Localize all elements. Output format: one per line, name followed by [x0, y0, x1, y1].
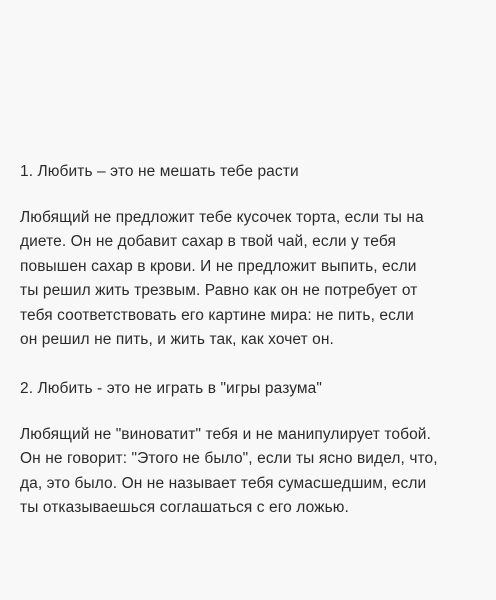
section-heading-2: 2. Любить - это не играть в "игры разума"	[20, 380, 322, 397]
paragraph-line: диете. Он не добавит сахар в твой чай, если у тебя	[20, 233, 396, 251]
paragraph-line: Любящий не "виноватит" тебя и не манипулирует тобой.	[20, 426, 431, 443]
paragraph-line: Он не говорит: "Этого не было", если ты ясно видел, что,	[20, 450, 438, 468]
section-heading-1: 1. Любить – это не мешать тебе расти	[20, 163, 299, 180]
section-paragraph-1	[20, 206, 482, 352]
paragraph-line: ты отказываешься соглашаться с его ложью.	[20, 499, 349, 517]
section-paragraph-2	[20, 423, 482, 521]
paragraph-line: ты решил жить трезвым. Равно как он не потребует от	[20, 282, 418, 300]
paragraph-line: да, это было. Он не называет тебя сумасшедшим, если	[20, 474, 427, 492]
paragraph-line: он решил не пить, и жить так, как хочет он.	[20, 331, 334, 349]
paragraph-line: повышен сахар в крови. И не предложит выпить, если	[20, 257, 417, 275]
paragraph-line: тебя соответствовать его картине мира: не пить, если	[20, 306, 414, 324]
paragraph-line: Любящий не предложит тебе кусочек торта, если ты на	[20, 209, 424, 226]
